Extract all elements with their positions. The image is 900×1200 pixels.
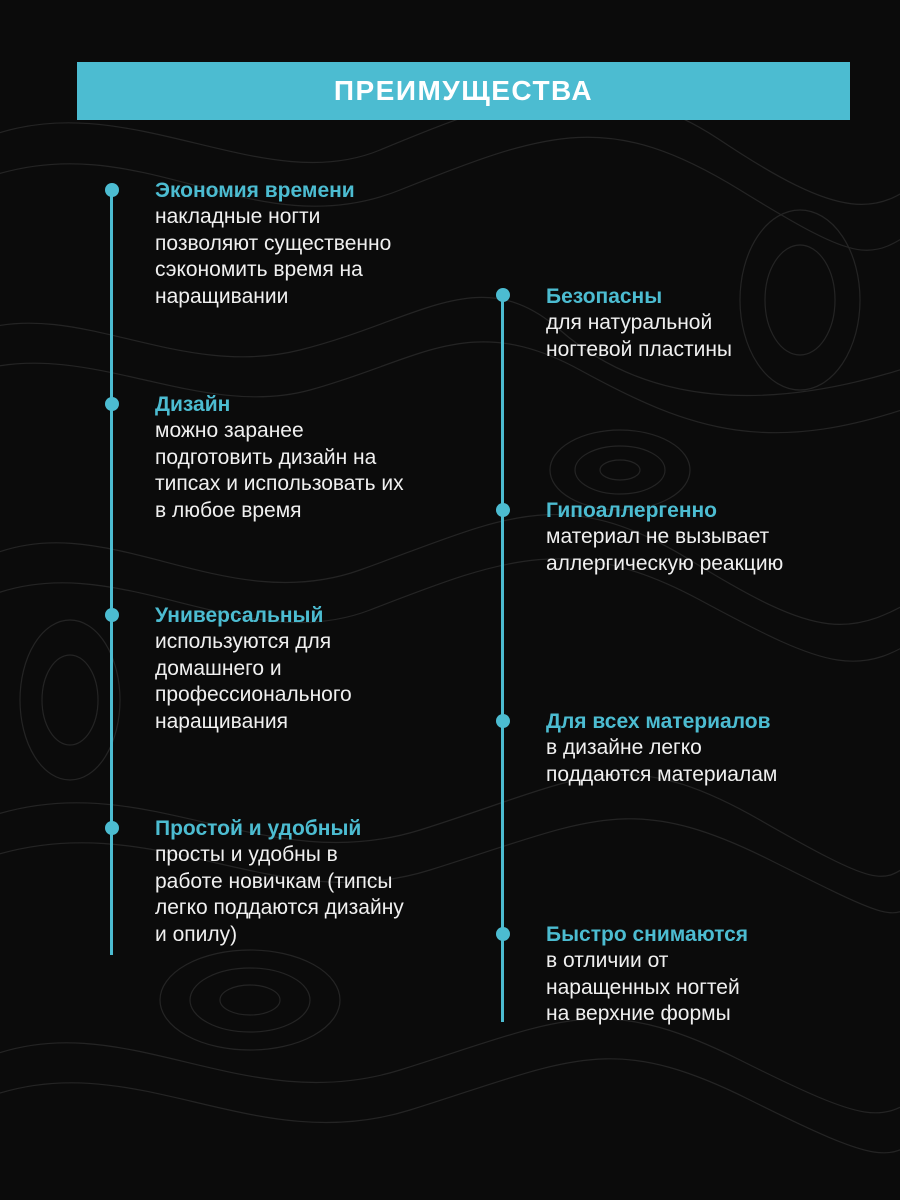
benefit-item xyxy=(155,392,404,524)
benefit-description xyxy=(155,842,404,948)
description-line: материал не вызывает xyxy=(546,525,770,548)
header-banner xyxy=(77,62,850,120)
description-line: на верхние формы xyxy=(546,1002,731,1025)
description-line: наращивания xyxy=(155,709,288,733)
benefit-description xyxy=(155,418,404,524)
benefit-title: Экономия времени xyxy=(155,179,355,202)
right-timeline-dot xyxy=(496,503,510,517)
benefit-description xyxy=(155,204,391,310)
description-line: в отличии от xyxy=(546,949,669,972)
page-title: ПРЕИМУЩЕСТВА xyxy=(333,75,594,106)
benefit-description xyxy=(546,735,777,788)
benefit-title: Дизайн xyxy=(155,393,231,416)
benefit-description xyxy=(155,629,352,735)
benefit-description xyxy=(546,310,732,363)
benefit-item xyxy=(546,284,732,363)
description-line: для натуральной xyxy=(546,311,713,334)
description-line: просты и удобны в xyxy=(155,843,338,866)
benefit-title: Безопасны xyxy=(546,285,663,308)
description-line: наращенных ногтей xyxy=(546,975,740,999)
benefit-item xyxy=(546,498,783,577)
benefit-item xyxy=(155,816,404,948)
benefit-title: Простой и удобный xyxy=(155,817,362,840)
description-line: наращивании xyxy=(155,284,289,308)
description-line: и опилу) xyxy=(155,922,238,946)
left-timeline-line xyxy=(110,190,113,955)
description-line: ногтевой пластины xyxy=(546,337,733,361)
right-timeline-line xyxy=(501,295,504,1022)
description-line: сэкономить время на xyxy=(155,258,363,281)
description-line: в любое время xyxy=(155,498,302,522)
description-line: профессионального xyxy=(155,683,352,706)
left-timeline-dot xyxy=(105,608,119,622)
benefit-title: Для всех материалов xyxy=(546,710,771,733)
benefit-description xyxy=(546,948,748,1028)
right-timeline-dot xyxy=(496,288,510,302)
description-line: можно заранее xyxy=(155,419,304,442)
benefit-item xyxy=(546,709,777,788)
benefit-item xyxy=(155,603,352,735)
description-line: используются для xyxy=(155,630,332,653)
description-line: легко поддаются дизайну xyxy=(155,896,404,919)
description-line: поддаются материалам xyxy=(546,762,778,786)
left-timeline-dot xyxy=(105,183,119,197)
description-line: позволяют существенно xyxy=(155,231,392,255)
benefit-title: Универсальный xyxy=(155,604,324,627)
benefit-item xyxy=(155,178,391,310)
description-line: домашнего и xyxy=(155,656,282,680)
description-line: подготовить дизайн на xyxy=(155,445,377,469)
benefit-item xyxy=(546,922,748,1028)
description-line: в дизайне легко xyxy=(546,736,702,759)
description-line: работе новичкам (типсы xyxy=(155,869,393,893)
benefit-title: Быстро снимаются xyxy=(546,923,749,946)
left-timeline-dot xyxy=(105,821,119,835)
description-line: типсах и использовать их xyxy=(155,472,404,495)
benefit-title: Гипоаллергенно xyxy=(546,499,718,522)
description-line: аллергическую реакцию xyxy=(546,551,784,575)
left-timeline-dot xyxy=(105,397,119,411)
right-timeline-dot xyxy=(496,714,510,728)
benefit-description xyxy=(546,524,783,577)
right-timeline-dot xyxy=(496,927,510,941)
description-line: накладные ногти xyxy=(155,205,321,228)
